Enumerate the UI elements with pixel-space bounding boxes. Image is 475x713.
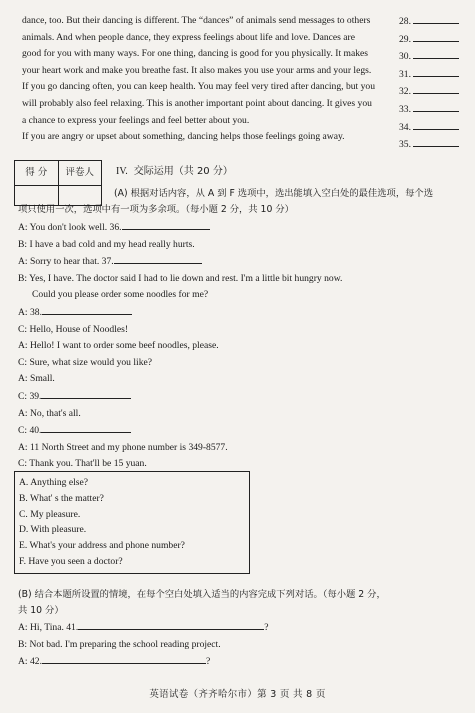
dialog-text: A: 38. xyxy=(18,306,42,318)
answer-line[interactable] xyxy=(399,136,469,154)
instruction-line: 共 10 分） xyxy=(18,605,64,616)
dialog-text: A: 42. xyxy=(18,656,42,668)
dialog-text: Could you please order some noodles for me? xyxy=(32,289,209,301)
option-item: E. What's your address and phone number? xyxy=(19,540,185,552)
answer-line[interactable] xyxy=(399,48,469,66)
answer-line[interactable] xyxy=(399,83,469,101)
dialog-line xyxy=(18,637,458,654)
answer-blank[interactable] xyxy=(413,83,459,94)
option-item: B. What' s the matter? xyxy=(19,492,104,504)
options-box xyxy=(14,471,250,574)
dialog-line xyxy=(18,371,458,388)
answer-blank[interactable] xyxy=(42,653,206,664)
dialog-line xyxy=(18,388,458,406)
option-item: A. Anything else? xyxy=(19,477,89,488)
answer-line[interactable] xyxy=(399,31,469,49)
passage-line: your heart work and make you breathe fast. It also makes you use your arms and your legs. xyxy=(22,64,372,76)
option-item: D. With pleasure. xyxy=(19,524,87,536)
instruction-line: (A) 根据对话内容，从 A 到 F 选项中，选出能填入空白处的最佳选项，每个选 xyxy=(114,188,434,199)
instruction-line: (B) 结合本题所设置的情境，在每个空白处填入适当的内容完成下列对话。（每小题 2 分， xyxy=(18,589,386,600)
answer-line[interactable] xyxy=(399,66,469,84)
answer-blank[interactable] xyxy=(41,388,131,399)
question-number: 29. xyxy=(399,33,411,45)
answer-blank[interactable] xyxy=(78,619,264,630)
dialog-line xyxy=(18,271,458,288)
part-a-instruction xyxy=(18,186,458,218)
dialog-text: B: I have a bad cold and my head really hurts. xyxy=(18,238,195,250)
question-number: 30. xyxy=(399,51,411,63)
question-number: 35. xyxy=(399,139,411,151)
section-heading: 交际运用（共 20 分） xyxy=(133,166,233,177)
dialog-text: A: Hi, Tina. 41. xyxy=(18,622,79,633)
answer-blank[interactable] xyxy=(413,31,459,42)
dialog-line xyxy=(18,422,458,440)
answer-line[interactable] xyxy=(399,119,469,137)
passage-line: dance, too. But their dancing is different. The “dances” of animals send messages to others xyxy=(22,15,371,26)
dialog-line xyxy=(18,237,458,254)
dialog-line xyxy=(18,322,458,339)
passage-line: If you go dancing often, you can keep health. You may feel very tired after dancing, but you xyxy=(22,81,375,93)
question-number: 33. xyxy=(399,103,411,115)
dialog-text: B: Not bad. I'm preparing the school reading project. xyxy=(18,638,221,650)
answer-blank[interactable] xyxy=(413,101,459,112)
dialog-line xyxy=(18,619,458,637)
dialog-suffix: ? xyxy=(264,622,269,633)
question-number: 31. xyxy=(399,68,411,80)
dialog-text: A: Sorry to hear that. 37. xyxy=(18,256,114,268)
grader-label: 评卷人 xyxy=(58,161,102,185)
answer-line[interactable] xyxy=(399,13,469,31)
dialog-line xyxy=(18,287,458,304)
dialog-suffix: ? xyxy=(205,656,211,668)
dialog-line xyxy=(18,653,458,671)
answer-blank[interactable] xyxy=(413,119,459,130)
dialog-text: C: Thank you. That'll be 15 yuan. xyxy=(18,458,147,470)
passage-line: a chance to express your feelings and feel better about you. xyxy=(22,114,250,126)
section-number: IV. xyxy=(116,166,128,177)
dialog-line xyxy=(18,304,458,322)
dialog-text: C: Sure, what size would you like? xyxy=(18,356,153,368)
dialog-line xyxy=(18,355,458,372)
section-title xyxy=(116,164,233,181)
instruction-line: 项只使用一次，选项中有一项为多余项。（每小题 2 分，共 10 分） xyxy=(18,204,294,215)
answer-blank[interactable] xyxy=(41,422,131,433)
answer-line[interactable] xyxy=(399,101,469,119)
dialog-text: A: Hello! I want to order some beef noodles, please. xyxy=(18,340,219,352)
score-table xyxy=(14,160,102,186)
answer-blank[interactable] xyxy=(122,219,210,230)
dialog-text: A: No, that's all. xyxy=(18,407,81,419)
part-a-dialog xyxy=(18,219,458,473)
dialog-line xyxy=(18,253,458,271)
answer-blank[interactable] xyxy=(413,13,459,24)
dialog-line xyxy=(18,406,458,423)
dialog-text: C: Hello, House of Noodles! xyxy=(18,323,129,335)
question-number: 34. xyxy=(399,121,411,133)
part-b-instruction xyxy=(18,587,458,619)
answer-blank[interactable] xyxy=(114,253,202,264)
score-label: 得 分 xyxy=(25,166,48,178)
answer-blank[interactable] xyxy=(413,136,459,147)
answer-blank[interactable] xyxy=(413,66,459,77)
question-number: 32. xyxy=(399,86,411,98)
part-b-dialog xyxy=(18,619,458,671)
reading-passage xyxy=(22,13,384,146)
answer-column xyxy=(399,13,469,154)
dialog-text: A: 11 North Street and my phone number is 349-8577. xyxy=(18,441,228,453)
passage-line: good for you with many ways. For one thing, dancing is good for you physically. It makes xyxy=(22,48,369,60)
option-item: F. Have you seen a doctor? xyxy=(19,555,123,567)
dialog-text: A: Small. xyxy=(18,373,55,385)
question-number: 28. xyxy=(399,16,411,27)
dialog-text: C: 40. xyxy=(18,425,42,437)
page-footer: 英语试卷（齐齐哈尔市）第 3 页 共 8 页 xyxy=(149,689,326,700)
passage-line: will probably also feel relaxing. This is another important point about dancing. It gives you xyxy=(22,97,372,109)
dialog-text: B: Yes, I have. The doctor said I had to lie down and rest. I'm a little bit hungry now. xyxy=(18,272,343,284)
passage-line: If you are angry or upset about something, dancing helps those feelings going away. xyxy=(22,131,345,143)
dialog-line xyxy=(18,440,458,457)
option-item: C. My pleasure. xyxy=(19,508,81,520)
dialog-text: A: You don't look well. 36. xyxy=(18,222,122,233)
answer-blank[interactable] xyxy=(413,48,459,59)
answer-blank[interactable] xyxy=(42,304,132,315)
passage-line: animals. And when people dance, they express feelings about life and love. Dances are xyxy=(22,31,355,43)
dialog-line xyxy=(18,338,458,355)
dialog-line xyxy=(18,219,458,237)
dialog-text: C: 39. xyxy=(18,390,42,402)
